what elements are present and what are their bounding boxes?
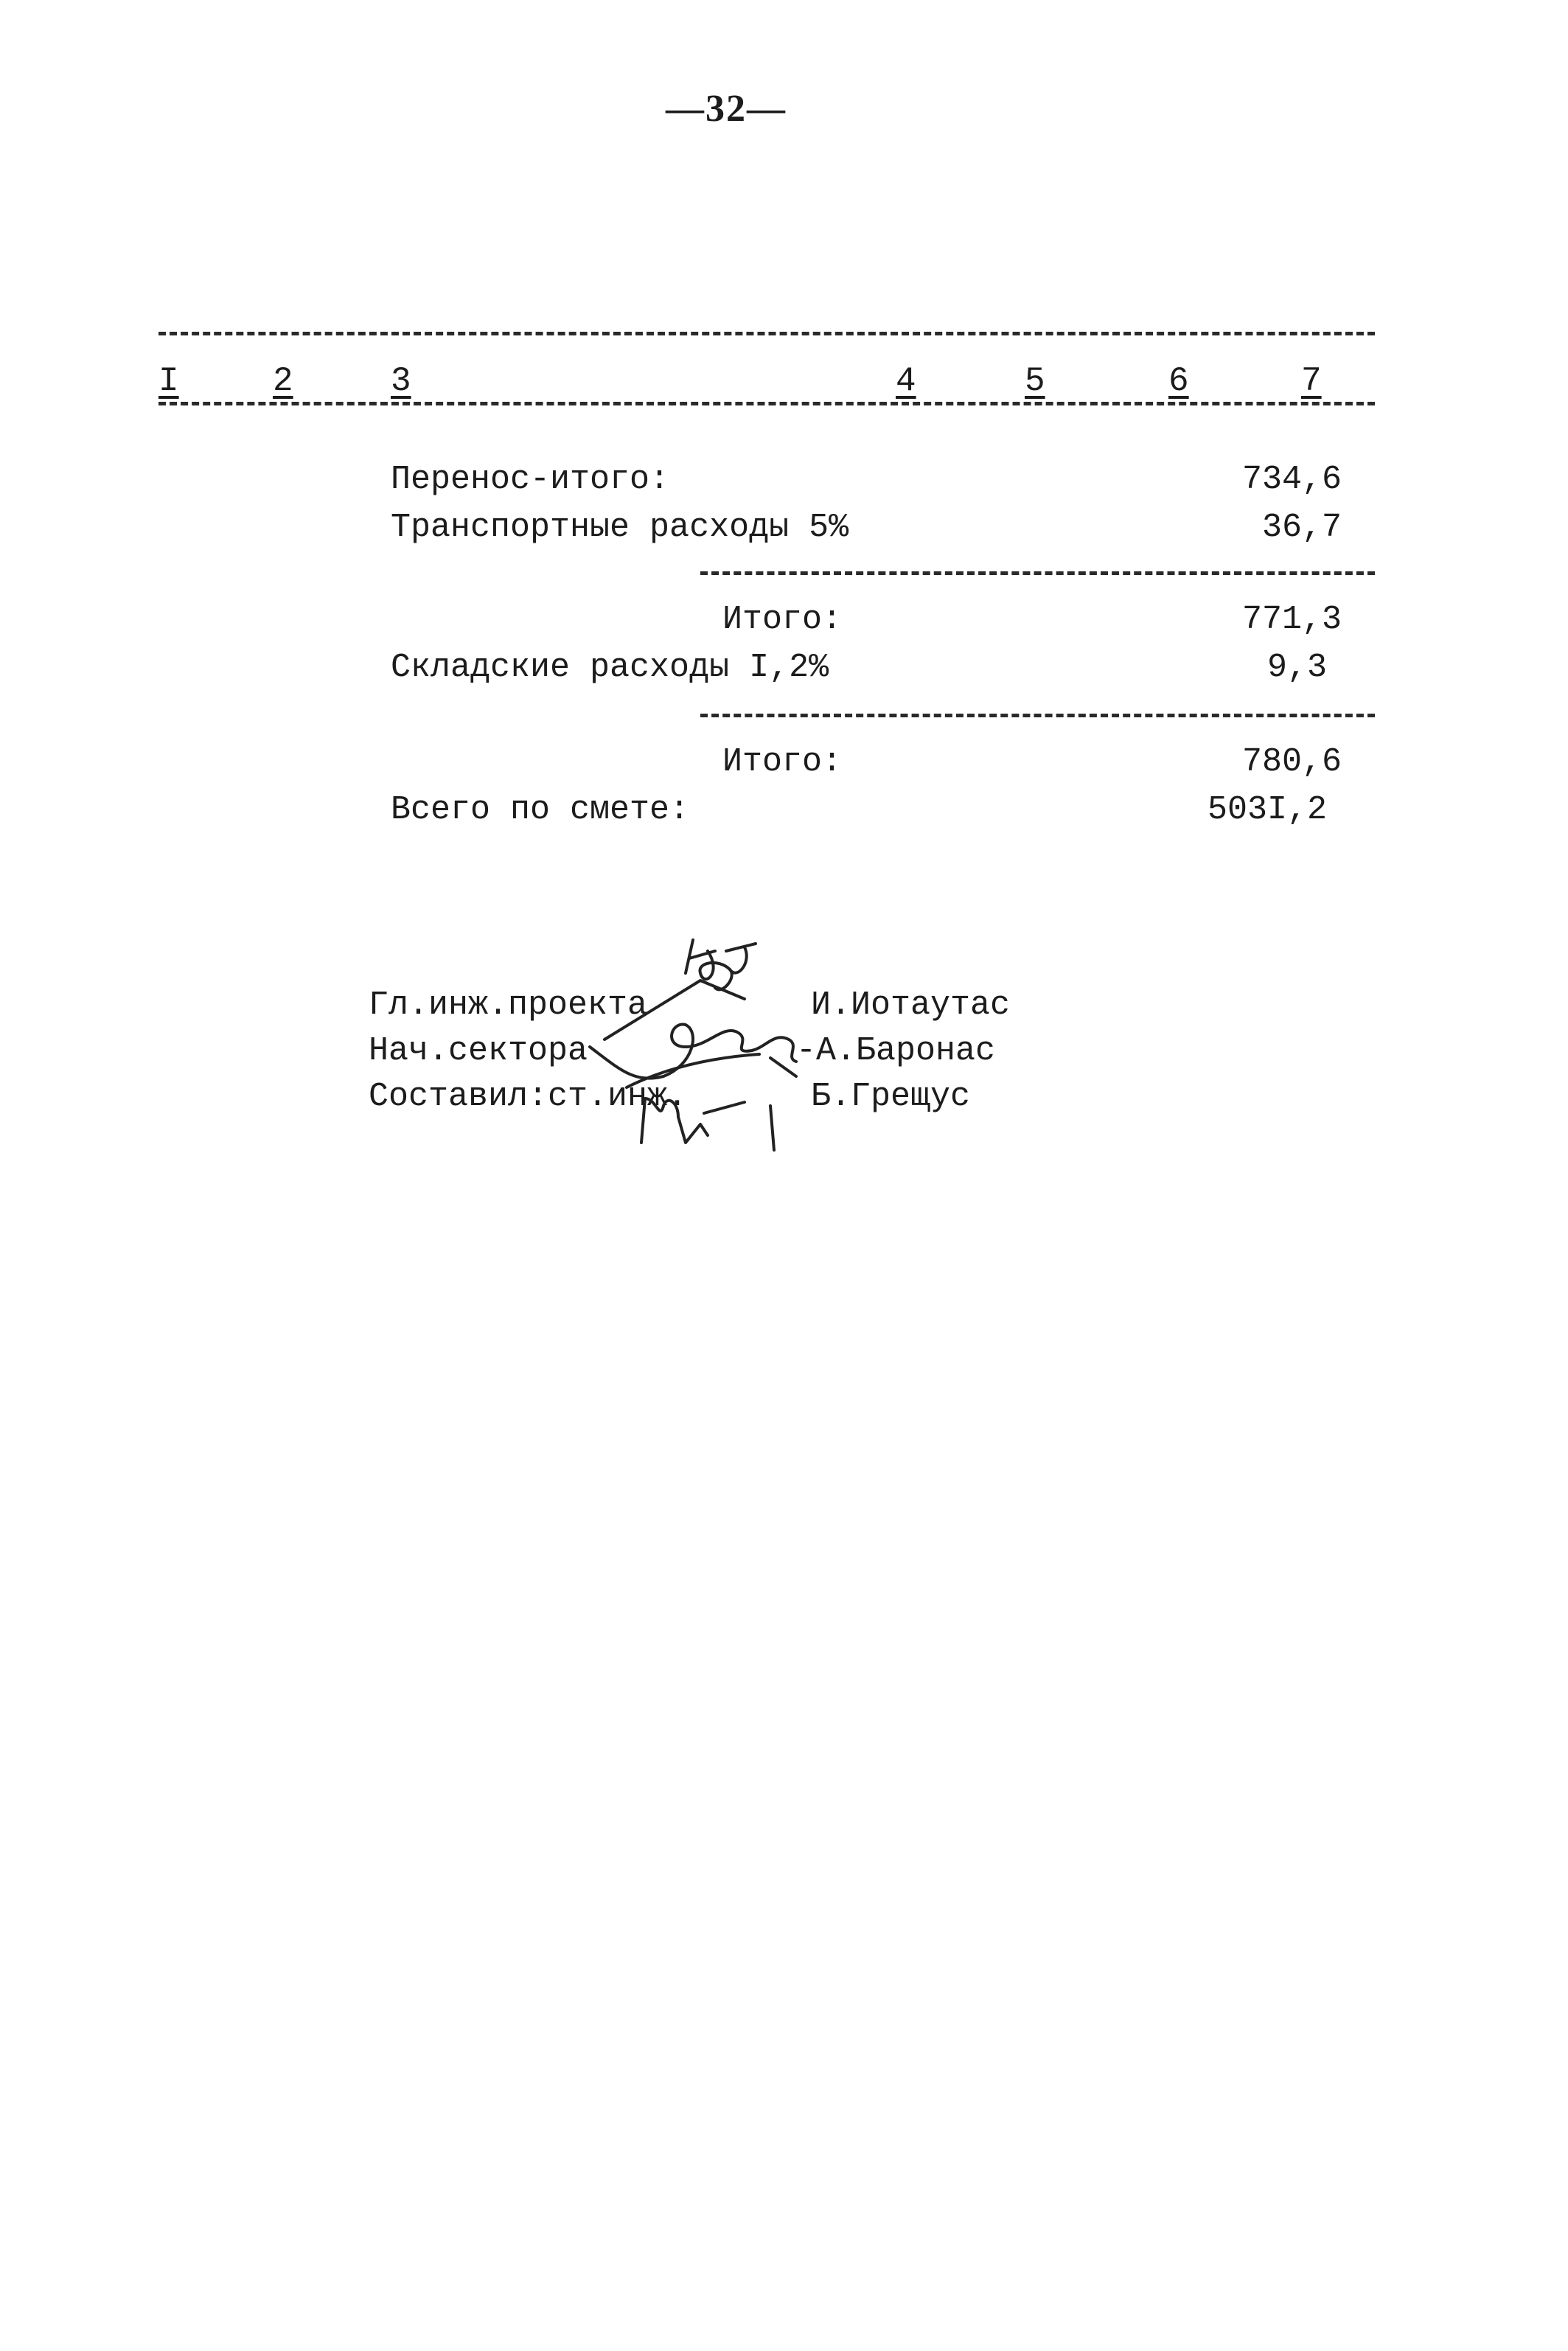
row-label-carryover: Перенос-итого: <box>391 461 670 498</box>
row-value-storage: 9,3 <box>1266 649 1327 686</box>
signature-stroke-7 <box>770 1058 796 1150</box>
signature-stroke-2 <box>726 944 756 973</box>
row-label-grand-total: Всего по смете: <box>391 791 690 829</box>
row-label-subtotal-2: Итого: <box>722 743 843 781</box>
row-label-subtotal-1: Итого: <box>722 601 843 638</box>
row-value-grand-total: 503I,2 <box>1207 791 1327 829</box>
column-header-6: 6 <box>1168 362 1189 400</box>
signature-stroke-1 <box>686 940 732 989</box>
signature-stroke-4 <box>590 1025 796 1079</box>
row-value-subtotal-1: 771,3 <box>1241 601 1342 638</box>
signature-role-sector-head: Нач.сектора <box>369 1032 588 1070</box>
column-header-3: 3 <box>391 362 411 400</box>
signature-stroke-5 <box>627 1054 759 1087</box>
row-value-transport: 36,7 <box>1261 509 1342 546</box>
column-header-4: 4 <box>896 362 916 400</box>
handwritten-signatures <box>575 929 855 1165</box>
table-top-rule <box>158 332 1375 335</box>
signature-stroke-6 <box>641 1098 745 1143</box>
row-value-subtotal-2: 780,6 <box>1241 743 1342 781</box>
page-number: —32— <box>666 88 787 130</box>
column-header-1: I <box>158 362 179 400</box>
subtotal-rule-1 <box>700 571 1375 575</box>
subtotal-rule-2 <box>700 714 1375 717</box>
row-label-storage: Складские расходы I,2% <box>391 649 829 686</box>
signature-role-chief-engineer: Гл.инж.проекта <box>369 986 648 1024</box>
column-header-5: 5 <box>1025 362 1045 400</box>
column-header-7: 7 <box>1301 362 1322 400</box>
column-header-2: 2 <box>273 362 293 400</box>
signature-name-sector-head: -А.Баронас <box>796 1032 996 1070</box>
row-value-carryover: 734,6 <box>1241 461 1342 498</box>
row-label-transport: Транспортные расходы 5% <box>391 509 849 546</box>
signature-name-chief-engineer: И.Иотаутас <box>811 986 1011 1024</box>
signature-name-compiler: Б.Грещус <box>811 1078 971 1115</box>
header-bottom-rule <box>158 402 1375 405</box>
signature-role-compiler: Составил:ст.инж. <box>369 1078 688 1115</box>
